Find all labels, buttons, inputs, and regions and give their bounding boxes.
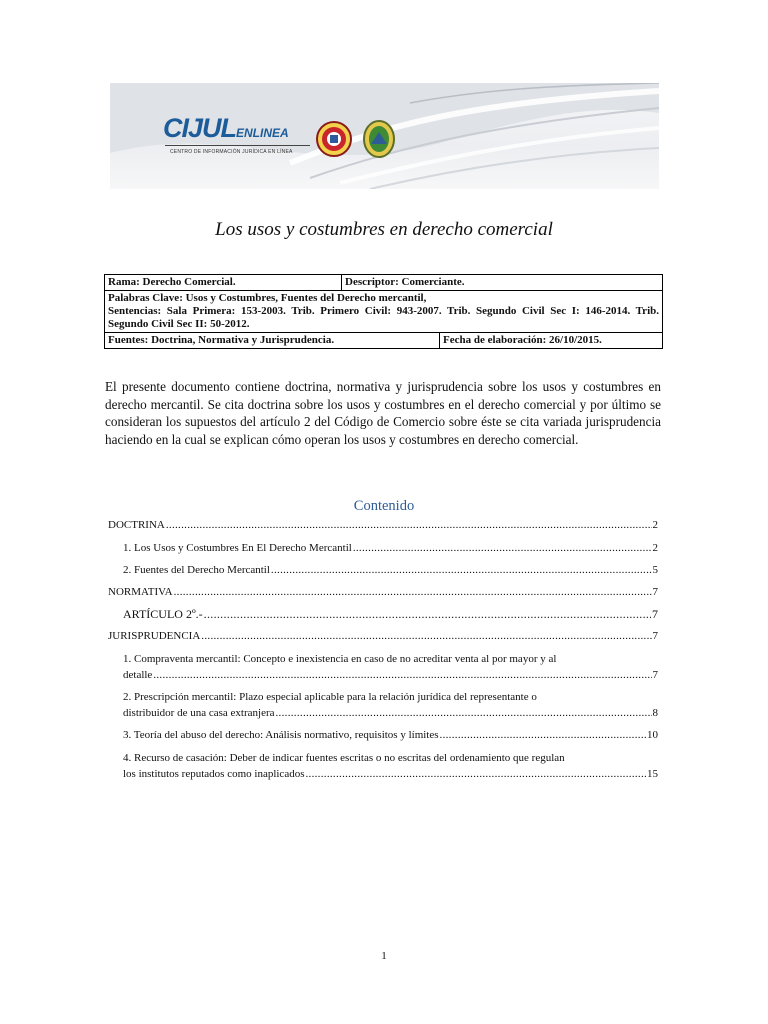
page-number: 1	[381, 950, 387, 962]
keywords-text: Palabras Clave: Usos y Costumbres, Fuentes del Derecho mercantil,	[108, 292, 427, 304]
toc-page-number: 5	[652, 564, 658, 576]
sentencias-text: Sentencias: Sala Primera: 153-2003. Trib. Primero Civil: 943-2007. Trib. Segundo Civil Sec I: 146-2014. Trib. Segundo Civil Sec II: 50-2012.	[108, 305, 659, 330]
leader-dots	[166, 518, 652, 532]
toc-entry-fuentes[interactable]	[108, 563, 658, 577]
toc-page-number: 7	[652, 607, 658, 621]
toc-entry-compraventa[interactable]	[108, 651, 658, 683]
toc-page-number: 7	[652, 586, 658, 598]
toc-page-number: 15	[647, 768, 658, 780]
toc-entry-prescripcion[interactable]	[108, 689, 658, 721]
toc-entry-label-line1: 2. Prescripción mercantil: Plazo especial aplicable para la relación jurídica del representante o	[123, 691, 537, 703]
leader-dots	[353, 541, 652, 555]
toc-page-number: 8	[652, 707, 658, 719]
faculty-seal-icon	[363, 120, 395, 158]
leader-dots	[153, 667, 651, 683]
cijul-logo: CIJULENLINEA	[163, 113, 289, 143]
leader-dots	[276, 705, 652, 721]
toc-entry-label: ARTÍCULO 2º.-	[123, 607, 203, 621]
toc-entry-label: detalle	[123, 669, 153, 681]
metadata-table	[104, 274, 663, 349]
descriptor-cell: Descriptor: Comerciante.	[341, 275, 662, 290]
toc-entry-jurisprudencia[interactable]	[108, 629, 658, 643]
leader-dots	[204, 607, 651, 621]
leader-dots	[440, 728, 646, 742]
toc-entry-label: distribuidor de una casa extranjera	[123, 707, 275, 719]
toc-entry-usos-costumbres[interactable]	[108, 541, 658, 555]
toc-heading: Contenido	[353, 498, 415, 514]
toc-page-number: 2	[652, 519, 658, 531]
toc-entry-abuso-derecho[interactable]	[108, 728, 658, 742]
logo-caption: CENTRO DE INFORMACIÓN JURÍDICA EN LÍNEA	[170, 149, 293, 155]
metadata-row	[105, 291, 662, 333]
toc-entry-normativa[interactable]	[108, 585, 658, 599]
toc-entry-label: DOCTRINA	[108, 519, 165, 531]
toc-entry-doctrina[interactable]	[108, 518, 658, 532]
toc-page-number: 7	[652, 630, 658, 642]
leader-dots	[271, 563, 652, 577]
toc-entry-label: 3. Teoría del abuso del derecho: Análisis normativo, requisitos y límites	[123, 729, 439, 741]
toc-page-number: 10	[647, 729, 658, 741]
metadata-row	[105, 275, 662, 291]
fecha-cell: Fecha de elaboración: 26/10/2015.	[439, 333, 662, 348]
leader-dots	[201, 629, 651, 643]
toc-page-number: 7	[652, 669, 658, 681]
toc-entry-label: 2. Fuentes del Derecho Mercantil	[123, 564, 270, 576]
leader-dots	[305, 766, 646, 782]
logo-divider	[165, 145, 310, 146]
toc-entry-label: 1. Los Usos y Costumbres En El Derecho Mercantil	[123, 542, 352, 554]
toc-entry-label: NORMATIVA	[108, 586, 173, 598]
metadata-row	[105, 333, 662, 348]
toc-entry-label-line1: 1. Compraventa mercantil: Concepto e inexistencia en caso de no acreditar venta al por mayor y al	[123, 653, 557, 665]
leader-dots	[174, 585, 652, 599]
toc-entry-label: JURISPRUDENCIA	[108, 630, 201, 642]
toc-entry-label: los institutos reputados como inaplicados	[123, 768, 305, 780]
toc-entry-label-line1: 4. Recurso de casación: Deber de indicar fuentes escritas o no escritas del ordenamiento que regulan	[123, 752, 565, 764]
toc-entry-recurso-casacion[interactable]	[108, 750, 658, 782]
fuentes-cell: Fuentes: Doctrina, Normativa y Jurisprudencia.	[108, 334, 335, 346]
header-banner	[110, 83, 659, 189]
intro-paragraph: El presente documento contiene doctrina, normativa y jurisprudencia sobre los usos y costumbres en derecho mercantil. Se cita doctrina sobre los usos y costumbres en el derecho comercial y por último se consideran los supuestos del artículo 2 del Código de Comercio sobre éste se cita variada jurisprudencia haciendo en la cual se explican cómo operan los usos y costumbres en derecho comercial.	[105, 379, 661, 447]
toc-page-number: 2	[652, 542, 658, 554]
rama-cell: Rama: Derecho Comercial.	[108, 276, 236, 288]
toc-entry-articulo-2[interactable]	[108, 607, 658, 621]
keywords-cell	[105, 291, 662, 332]
document-title: Los usos y costumbres en derecho comercial	[215, 219, 553, 240]
university-seal-icon	[316, 121, 352, 157]
